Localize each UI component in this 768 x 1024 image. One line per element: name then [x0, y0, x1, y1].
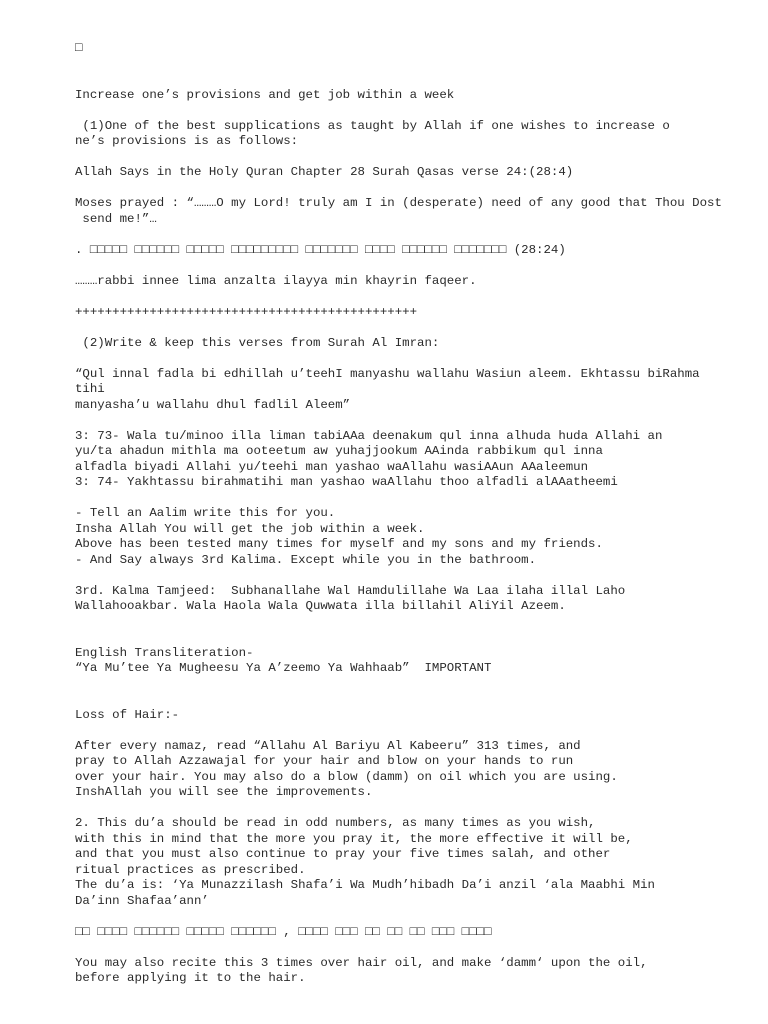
- text-line: InshAllah you will see the improvements.: [75, 785, 373, 799]
- text-line: send me!”…: [75, 211, 157, 226]
- text-line: □□ □□□□ □□□□□□ □□□□□ □□□□□□ , □□□□ □□□ □□ □□ □□ □□□ □□□□: [75, 924, 492, 939]
- blank-line: [75, 940, 765, 956]
- text-line: (2)Write & keep this verses from Surah Al Imran:: [75, 335, 440, 350]
- text-line: “Qul innal fadla bi edhillah u’teehI manyashu wallahu Wasiun aleem. Ekhtassu biRahma: [75, 366, 700, 381]
- blank-line: [75, 630, 765, 646]
- blank-line: [75, 909, 765, 925]
- document-body: [75, 10, 765, 1002]
- text-line: (1)One of the best supplications as taught by Allah if one wishes to increase o: [75, 118, 670, 133]
- text-line: over your hair. You may also do a blow (damm) on oil which you are using.: [75, 769, 618, 784]
- blank-line: [75, 103, 765, 119]
- text-line: Moses prayed : “………O my Lord! truly am I in (desperate) need of any good that Thou Dost: [75, 196, 722, 210]
- blank-line: [75, 227, 765, 243]
- text-line: “Ya Mu’tee Ya Mugheesu Ya A’zeemo Ya Wahhaab” IMPORTANT: [75, 661, 492, 675]
- blank-line: [75, 258, 765, 274]
- text-line: ne’s provisions is as follows:: [75, 134, 299, 148]
- text-line: . □□□□□ □□□□□□ □□□□□ □□□□□□□□□ □□□□□□□ □□□□ □□□□□□ □□□□□□□ (28:24): [75, 242, 566, 257]
- text-line: before applying it to the hair.: [75, 971, 306, 985]
- text-line: tihi: [75, 382, 105, 396]
- blank-line: [75, 491, 765, 507]
- blank-line: [75, 289, 765, 305]
- top-glyph: □: [75, 41, 83, 55]
- blank-line: [75, 320, 765, 336]
- text-line: Loss of Hair:-: [75, 707, 180, 722]
- blank-line: [75, 150, 765, 166]
- text-line: ++++++++++++++++++++++++++++++++++++++++++++++: [75, 304, 418, 319]
- blank-line: [75, 413, 765, 429]
- text-line: 2. This du’a should be read in odd numbers, as many times as you wish,: [75, 816, 596, 830]
- text-line: Wallahooakbar. Wala Haola Wala Quwwata illa billahil AliYil Azeem.: [75, 599, 566, 613]
- blank-line: [75, 568, 765, 584]
- text-line: manyasha’u wallahu dhul fadlil Aleem”: [75, 397, 351, 412]
- text-line: and that you must also continue to pray your five times salah, and other: [75, 847, 611, 861]
- text-line: Above has been tested many times for myself and my sons and my friends.: [75, 537, 603, 551]
- text-line: - Tell an Aalim write this for you.: [75, 506, 336, 520]
- blank-line: [75, 723, 765, 739]
- blank-line: [75, 692, 765, 708]
- text-line: Da’inn Shafaa’ann’: [75, 893, 209, 908]
- text-line: You may also recite this 3 times over hair oil, and make ‘damm‘ upon the oil,: [75, 955, 648, 970]
- blank-line: [75, 615, 765, 631]
- text-line: - And Say always 3rd Kalima. Except while you in the bathroom.: [75, 552, 537, 567]
- text-line: alfadla biyadi Allahi yu/teehi man yashao waAllahu wasiAAun AAaleemun: [75, 459, 589, 474]
- blank-line: [75, 351, 765, 367]
- blank-line: [75, 181, 765, 197]
- document-lines: [75, 88, 765, 987]
- text-line: ………rabbi innee lima anzalta ilayya min khayrin faqeer.: [75, 273, 477, 288]
- blank-line: [75, 801, 765, 817]
- text-line: 3rd. Kalma Tamjeed: Subhanallahe Wal Hamdulillahe Wa Laa ilaha illal Laho: [75, 583, 626, 598]
- text-line: English Transliteration-: [75, 645, 254, 660]
- text-line: Insha Allah You will get the job within a week.: [75, 521, 425, 536]
- text-line: Allah Says in the Holy Quran Chapter 28 Surah Qasas verse 24:(28:4): [75, 165, 574, 179]
- text-line: pray to Allah Azzawajal for your hair and blow on your hands to run: [75, 754, 574, 768]
- text-line: After every namaz, read “Allahu Al Bariyu Al Kabeeru” 313 times, and: [75, 738, 581, 753]
- text-line: Increase one’s provisions and get job within a week: [75, 87, 455, 102]
- text-line: 3: 74- Yakhtassu birahmatihi man yashao waAllahu thoo alfadli alAAatheemi: [75, 475, 618, 489]
- text-line: with this in mind that the more you pray it, the more effective it will be,: [75, 831, 633, 846]
- blank-line: [75, 677, 765, 693]
- text-line: yu/ta ahadun mithla ma ooteetum aw yuhajjookum AAinda rabbikum qul inna: [75, 444, 603, 458]
- text-line: ritual practices as prescribed.: [75, 862, 306, 877]
- text-line: 3: 73- Wala tu/minoo illa liman tabiAAa deenakum qul inna alhuda huda Allahi an: [75, 428, 663, 443]
- text-line: The du’a is: ‘Ya Munazzilash Shafa’i Wa Mudh’hibadh Da’i anzil ‘ala Maabhi Min: [75, 878, 655, 892]
